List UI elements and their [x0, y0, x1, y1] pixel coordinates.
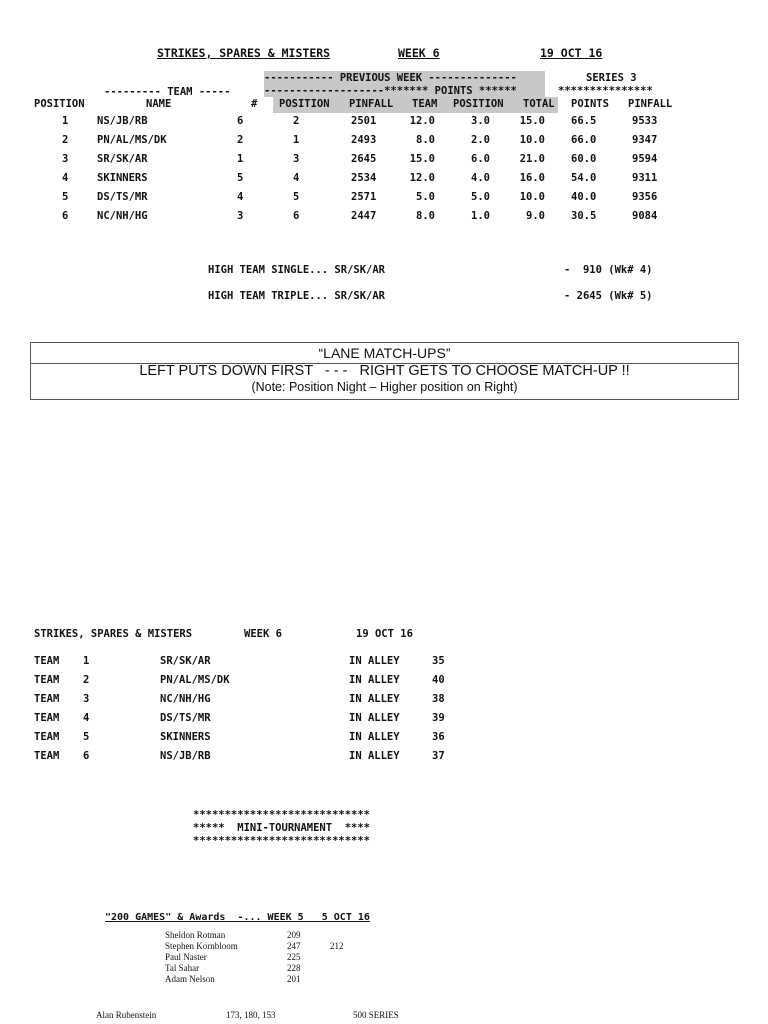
row-position: 6	[62, 210, 69, 222]
lane-box-note: (Note: Position Night – Higher position on Right)	[251, 380, 518, 394]
team-header: --------- TEAM -----	[104, 86, 231, 98]
row-prev-position: 1	[293, 134, 300, 146]
award-score-second: 212	[330, 941, 344, 951]
row-position: 4	[62, 172, 69, 184]
row-team-number: 2	[237, 134, 244, 146]
alley-lane-number: 37	[432, 750, 445, 762]
alley-team-label: TEAM	[34, 712, 60, 724]
alley-team-number: 4	[83, 712, 90, 724]
row-pinfall: 2534	[351, 172, 377, 184]
alley-team-label: TEAM	[34, 655, 60, 667]
row-pinfall: 2571	[351, 191, 377, 203]
alley-label: IN ALLEY	[349, 655, 400, 667]
row-series-points: 66.0	[571, 134, 597, 146]
row-team-number: 3	[237, 210, 244, 222]
alleys-date: 19 OCT 16	[356, 628, 413, 640]
row-team-points: 8.0	[416, 134, 435, 146]
alleys-week: WEEK 6	[244, 628, 282, 640]
alley-team-number: 5	[83, 731, 90, 743]
alley-team-name: SKINNERS	[160, 731, 211, 743]
high-triple-label: HIGH TEAM TRIPLE... SR/SK/AR	[208, 290, 386, 302]
alleys-title: STRIKES, SPARES & MISTERS	[34, 628, 193, 640]
row-total-points: 9.0	[526, 210, 545, 222]
alley-team-number: 6	[83, 750, 90, 762]
alley-team-label: TEAM	[34, 693, 60, 705]
award-bowler-name: Paul Naster	[165, 952, 207, 962]
mini-tournament-stars-top: ****************************	[193, 809, 371, 821]
row-position-points: 1.0	[471, 210, 490, 222]
col-prev-position: POSITION	[279, 98, 330, 110]
award-score: 225	[287, 952, 301, 962]
row-series-points: 30.5	[571, 210, 597, 222]
alley-team-name: PN/AL/MS/DK	[160, 674, 230, 686]
row-team-number: 1	[237, 153, 244, 165]
alley-lane-number: 38	[432, 693, 445, 705]
alley-team-name: NC/NH/HG	[160, 693, 211, 705]
previous-week-header: ----------- PREVIOUS WEEK --------------	[264, 72, 517, 84]
row-team-number: 4	[237, 191, 244, 203]
row-position-points: 6.0	[471, 153, 490, 165]
row-series-points: 54.0	[571, 172, 597, 184]
row-series-pinfall: 9084	[632, 210, 658, 222]
row-pinfall: 2501	[351, 115, 377, 127]
row-series-pinfall: 9356	[632, 191, 658, 203]
series-header: SERIES 3	[586, 72, 637, 84]
series-bowler-name: Alan Rubenstein	[96, 1010, 157, 1020]
alley-team-number: 3	[83, 693, 90, 705]
row-pinfall: 2493	[351, 134, 377, 146]
award-score: 247	[287, 941, 301, 951]
row-team-name: SR/SK/AR	[97, 153, 148, 165]
row-position-points: 2.0	[471, 134, 490, 146]
row-team-name: NC/NH/HG	[97, 210, 148, 222]
row-prev-position: 3	[293, 153, 300, 165]
row-series-points: 40.0	[571, 191, 597, 203]
row-total-points: 16.0	[519, 172, 545, 184]
col-series-points: POINTS	[571, 98, 609, 110]
alley-team-label: TEAM	[34, 731, 60, 743]
row-series-pinfall: 9533	[632, 115, 658, 127]
high-triple-value: - 2645 (Wk# 5)	[564, 290, 653, 302]
row-team-name: NS/JB/RB	[97, 115, 148, 127]
alley-lane-number: 35	[432, 655, 445, 667]
row-series-pinfall: 9347	[632, 134, 658, 146]
row-prev-position: 5	[293, 191, 300, 203]
high-single-value: - 910 (Wk# 4)	[564, 264, 653, 276]
row-series-points: 60.0	[571, 153, 597, 165]
alley-label: IN ALLEY	[349, 731, 400, 743]
awards-header: "200 GAMES" & Awards -... WEEK 5 5 OCT 16	[105, 912, 370, 923]
row-prev-position: 4	[293, 172, 300, 184]
row-position-points: 3.0	[471, 115, 490, 127]
col-position: POSITION	[34, 98, 85, 110]
alley-team-name: DS/TS/MR	[160, 712, 211, 724]
alley-lane-number: 40	[432, 674, 445, 686]
alley-team-number: 2	[83, 674, 90, 686]
alley-team-label: TEAM	[34, 750, 60, 762]
mini-tournament-stars-bottom: ****************************	[193, 835, 371, 847]
row-total-points: 15.0	[519, 115, 545, 127]
alley-label: IN ALLEY	[349, 693, 400, 705]
col-position-points: POSITION	[453, 98, 504, 110]
alley-team-name: NS/JB/RB	[160, 750, 211, 762]
row-position-points: 4.0	[471, 172, 490, 184]
row-team-points: 8.0	[416, 210, 435, 222]
col-pinfall: PINFALL	[349, 98, 394, 110]
row-team-name: SKINNERS	[97, 172, 148, 184]
row-prev-position: 6	[293, 210, 300, 222]
row-pinfall: 2447	[351, 210, 377, 222]
alley-label: IN ALLEY	[349, 750, 400, 762]
row-team-points: 12.0	[409, 115, 435, 127]
row-team-points: 12.0	[409, 172, 435, 184]
series-label: 500 SERIES	[353, 1010, 399, 1020]
points-header: -------------------******* POINTS ******	[264, 85, 517, 97]
alley-lane-number: 39	[432, 712, 445, 724]
col-total: TOTAL	[523, 98, 555, 110]
row-team-name: DS/TS/MR	[97, 191, 148, 203]
row-total-points: 10.0	[519, 191, 545, 203]
row-series-pinfall: 9311	[632, 172, 658, 184]
row-team-points: 5.0	[416, 191, 435, 203]
mini-tournament-title: ***** MINI-TOURNAMENT ****	[193, 822, 371, 834]
row-team-number: 5	[237, 172, 244, 184]
alley-lane-number: 36	[432, 731, 445, 743]
row-position: 3	[62, 153, 69, 165]
lane-matchups-box	[30, 342, 739, 400]
alley-team-name: SR/SK/AR	[160, 655, 211, 667]
award-bowler-name: Tal Sahar	[165, 963, 200, 973]
col-name: NAME	[146, 98, 172, 110]
standings-title: STRIKES, SPARES & MISTERS	[157, 46, 331, 60]
lane-box-rule: LEFT PUTS DOWN FIRST - - - RIGHT GETS TO CHOOSE MATCH-UP !!	[139, 363, 630, 379]
row-position: 5	[62, 191, 69, 203]
award-score: 201	[287, 974, 301, 984]
high-single-label: HIGH TEAM SINGLE... SR/SK/AR	[208, 264, 386, 276]
standings-week: WEEK 6	[398, 46, 440, 60]
row-position: 2	[62, 134, 69, 146]
award-score: 228	[287, 963, 301, 973]
standings-date: 19 OCT 16	[540, 46, 603, 60]
alley-team-label: TEAM	[34, 674, 60, 686]
series-scores: 173, 180, 153	[226, 1010, 276, 1020]
lane-box-title: “LANE MATCH-UPS”	[318, 345, 451, 361]
alley-label: IN ALLEY	[349, 712, 400, 724]
row-position-points: 5.0	[471, 191, 490, 203]
row-prev-position: 2	[293, 115, 300, 127]
alley-label: IN ALLEY	[349, 674, 400, 686]
row-total-points: 10.0	[519, 134, 545, 146]
row-total-points: 21.0	[519, 153, 545, 165]
alley-team-number: 1	[83, 655, 90, 667]
row-team-name: PN/AL/MS/DK	[97, 134, 167, 146]
col-number: #	[251, 98, 258, 110]
row-team-points: 15.0	[409, 153, 435, 165]
col-team: TEAM	[412, 98, 438, 110]
award-bowler-name: Stephen Kornbloom	[165, 941, 238, 951]
award-score: 209	[287, 930, 301, 940]
row-pinfall: 2645	[351, 153, 377, 165]
series-stars: ***************	[558, 85, 653, 97]
award-bowler-name: Adam Nelson	[165, 974, 215, 984]
row-series-pinfall: 9594	[632, 153, 658, 165]
row-series-points: 66.5	[571, 115, 597, 127]
col-series-pinfall: PINFALL	[628, 98, 673, 110]
row-team-number: 6	[237, 115, 244, 127]
row-position: 1	[62, 115, 69, 127]
award-bowler-name: Sheldon Rotman	[165, 930, 226, 940]
